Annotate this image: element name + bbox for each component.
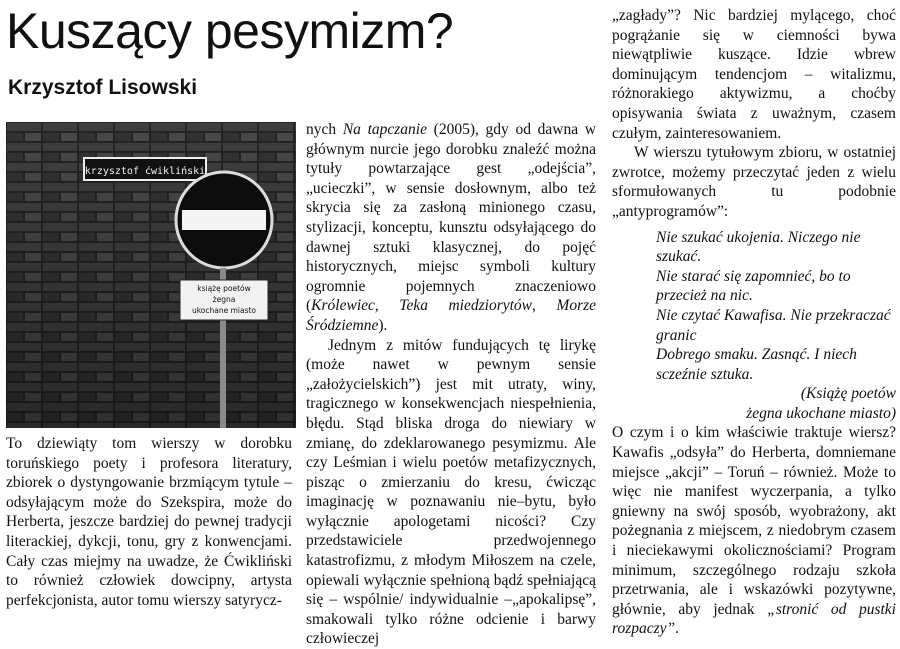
paragraph: O czym i o kim właściwie traktuje wiersz? Kawafis „odsyła” do Herberta, domniemane miejsce „akcji” – Toruń – również. Może to więc nie manifest wyczerpania, a tylko gniewny na swój sposób, wyobrażony, akt pożegnania z miejscem, z niedobrym czasem i nieciekawymi okolicznościami? Program minimum, szczególnego rodzaju szkoła przetrwania, ale i wskazówki pozytywne, głównie, aby jednak „stronić od pustki rozpaczy”.: [612, 424, 896, 638]
sign-bottom-line3: ukochane miasto: [191, 306, 257, 315]
paragraph: „zagłady”? Nic bardziej mylącego, choć pogrążanie się w ciemności bywa niewątpliwie kuszące. Idzie wbrew dominującym tendencjom – witalizmu, różnorakiego aktywizmu, a choćby opisywania świata z uważnym, czasem czułym, zainteresowaniem.: [612, 7, 896, 142]
paragraph: Jednym z mitów fundujących tę lirykę (może nawet w pewnym sensie „założycielskich”) jest mit utraty, winy, tragicznego w konsekwencjach niespełnienia, błędu. Stąd bliska droga do niewiary w zmianę, do zdeklarowanego pesymizmu. Ale czy Leśmian i wielu poetów metafizycznych, pisząc o zmierzaniu do kresu, ćwicząc imaginację w poznawaniu nie–bytu, było wyłącznie apologetami nicości? Czy przedstawiciele przedwojennego katastrofizmu, z młodym Miłoszem na czele, opiewali wyłącznie spełnioną bądź spełniającą się – wspólnie/ indywidualnie –„apokalipsę”, smakowali tylko różne odcienie i barwy człowieczej: [306, 336, 596, 648]
poem-source: żegna ukochane miasto): [746, 404, 896, 422]
paragraph: To dziewiąty tom wierszy w dorobku toruńskiego poety i profesora literatury, zbiorek o dystyngowanie brzmiącym tytule – odsyłającym może do Szekspira, może do Herberta, jeszcze bardziej do pewnej tradycji literackiej, dykcji, tonu, gry z konwencjami. Cały czas miejmy na uwadze, że Ćwikliński to również człowiek dowcipny, artysta perfekcjonista, autor tomu wierszy satyrycz-: [6, 435, 292, 609]
paragraph: W wierszu tytułowym zbioru, w ostatniej zwrotce, możemy przeczytać jeden z wielu sformułowanych tu podobnie „antyprogramów”:: [612, 144, 896, 220]
poem-line: sczeźnie sztuka.: [656, 365, 754, 383]
article-title: Kuszący pesymizm?: [6, 3, 454, 59]
photo-svg: [6, 122, 296, 428]
poem-line: Nie czytać Kawafisa. Nie przekraczać: [656, 306, 891, 324]
poem-line: granic: [656, 326, 697, 344]
poem-line: Nie starać się zapomnieć, bo to: [656, 267, 851, 285]
poem-line: przecież na nic.: [656, 287, 753, 305]
poem-line: Dobrego smaku. Zasnąć. I niech: [656, 346, 857, 364]
sign-top-text: krzysztof ćwikliński: [84, 166, 206, 177]
column-2: [306, 120, 596, 649]
column-1: [6, 434, 292, 610]
poem-line: szukać.: [656, 248, 702, 266]
sign-bottom-line1: książę poetów: [197, 284, 251, 293]
poem-line: Nie szukać ukojenia. Niczego nie: [656, 228, 861, 246]
sign-bottom-line2: żegna: [212, 295, 236, 304]
column-3: [612, 6, 896, 639]
article-author: Krzysztof Lisowski: [8, 76, 198, 99]
paragraph: nych Na tapczanie (2005), gdy od dawna w głównym nurcie jego dorobku znaleźć można tytuły powtarzające gest „odejścia”, „ucieczki”, w sensie dosłownym, albo też skrycia się za zasłoną minionego czasu, stylizacji, konceptu, kunsztu odsyłającego do dawnej sztuki klasycznej, do pojęć historycznych, miejsc symboli kultury ogromnie pojemnych znaczeniowo (Królewiec, Teka miedziorytów, Morze Śródziemne).: [306, 121, 597, 334]
article-photo: [6, 122, 296, 428]
poem-quote: [656, 228, 896, 424]
poem-source: (Książę poetów: [800, 385, 896, 403]
